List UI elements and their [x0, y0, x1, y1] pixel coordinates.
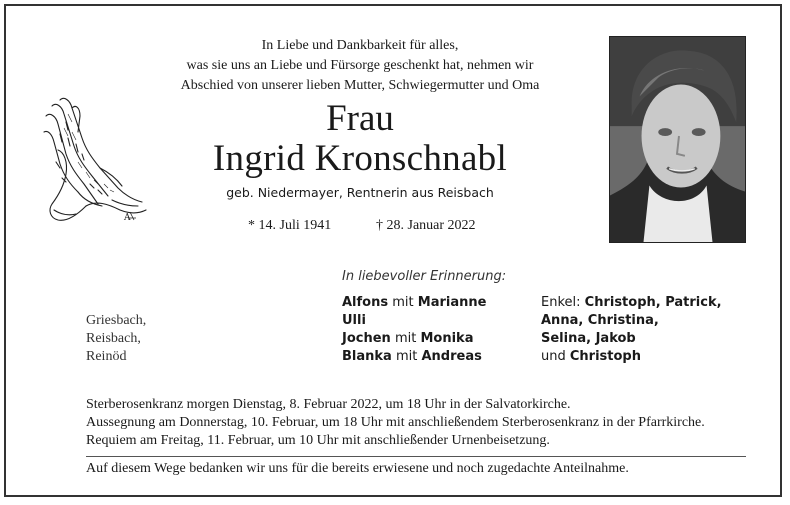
connector: mit	[395, 349, 418, 364]
list-item	[541, 348, 722, 366]
list-item	[541, 294, 722, 312]
place-item: Reisbach,	[86, 331, 141, 346]
note-line: Aussegnung am Donnerstag, 10. Februar, um 18 Uhr mit anschließendem Sterberosenkranz in der Pfarrkirche.	[86, 415, 705, 430]
grandchild-names: Christoph, Patrick,	[584, 295, 722, 310]
deceased-name: Ingrid Kronschnabl	[212, 138, 508, 179]
child-name: Jochen	[342, 331, 391, 346]
connector: und	[541, 349, 566, 364]
connector: mit	[392, 295, 414, 310]
thanks-line: Auf diesem Wege bedanken wir uns für die bereits erwiesene und noch zugedachte Anteilnahme.	[86, 461, 629, 476]
partner-name: Monika	[420, 331, 474, 346]
list-item	[541, 312, 722, 330]
grandchild-names: Anna, Christina,	[541, 313, 659, 328]
children-list	[342, 294, 486, 366]
death-date: † 28. Januar 2022	[376, 218, 476, 233]
intro-line: was sie uns an Liebe und Fürsorge geschenkt hat, nehmen wir	[186, 58, 534, 73]
list-item	[541, 330, 722, 348]
child-name: Blanka	[342, 349, 392, 364]
child-name: Alfons	[342, 295, 389, 310]
grandchild-names: Christoph	[569, 349, 641, 364]
list-item	[342, 312, 486, 330]
note-line: Sterberosenkranz morgen Dienstag, 8. Februar 2022, um 18 Uhr in der Salvatorkirche.	[86, 397, 571, 412]
grandchildren-label: Enkel:	[541, 295, 581, 310]
list-item	[342, 294, 486, 312]
intro-line: In Liebe und Dankbarkeit für alles,	[261, 38, 459, 53]
praying-hands-icon	[38, 92, 153, 234]
note-line: Requiem am Freitag, 11. Februar, um 10 Uhr mit anschließender Urnenbeisetzung.	[86, 433, 550, 448]
portrait-photo	[609, 36, 746, 243]
deceased-subtitle: geb. Niedermayer, Rentnerin aus Reisbach	[226, 185, 494, 200]
place-item: Reinöd	[86, 349, 127, 364]
memory-heading: In liebevoller Erinnerung:	[342, 269, 507, 284]
intro-text	[160, 36, 560, 96]
grandchildren-list	[541, 294, 722, 366]
places-list	[86, 312, 146, 366]
list-item	[342, 330, 486, 348]
intro-line: Abschied von unserer lieben Mutter, Schwiegermutter und Oma	[180, 78, 540, 93]
divider	[86, 456, 746, 457]
birth-date: * 14. Juli 1941	[248, 218, 332, 233]
grandchild-names: Selina, Jakob	[541, 331, 636, 346]
connector: mit	[394, 331, 417, 346]
service-notes	[86, 396, 705, 450]
partner-name: Marianne	[417, 295, 487, 310]
salutation: Frau	[326, 98, 394, 139]
child-name: Ulli	[342, 313, 366, 328]
list-item	[342, 348, 486, 366]
partner-name: Andreas	[421, 349, 482, 364]
svg-text:A: A	[124, 213, 131, 223]
place-item: Griesbach,	[86, 313, 147, 328]
